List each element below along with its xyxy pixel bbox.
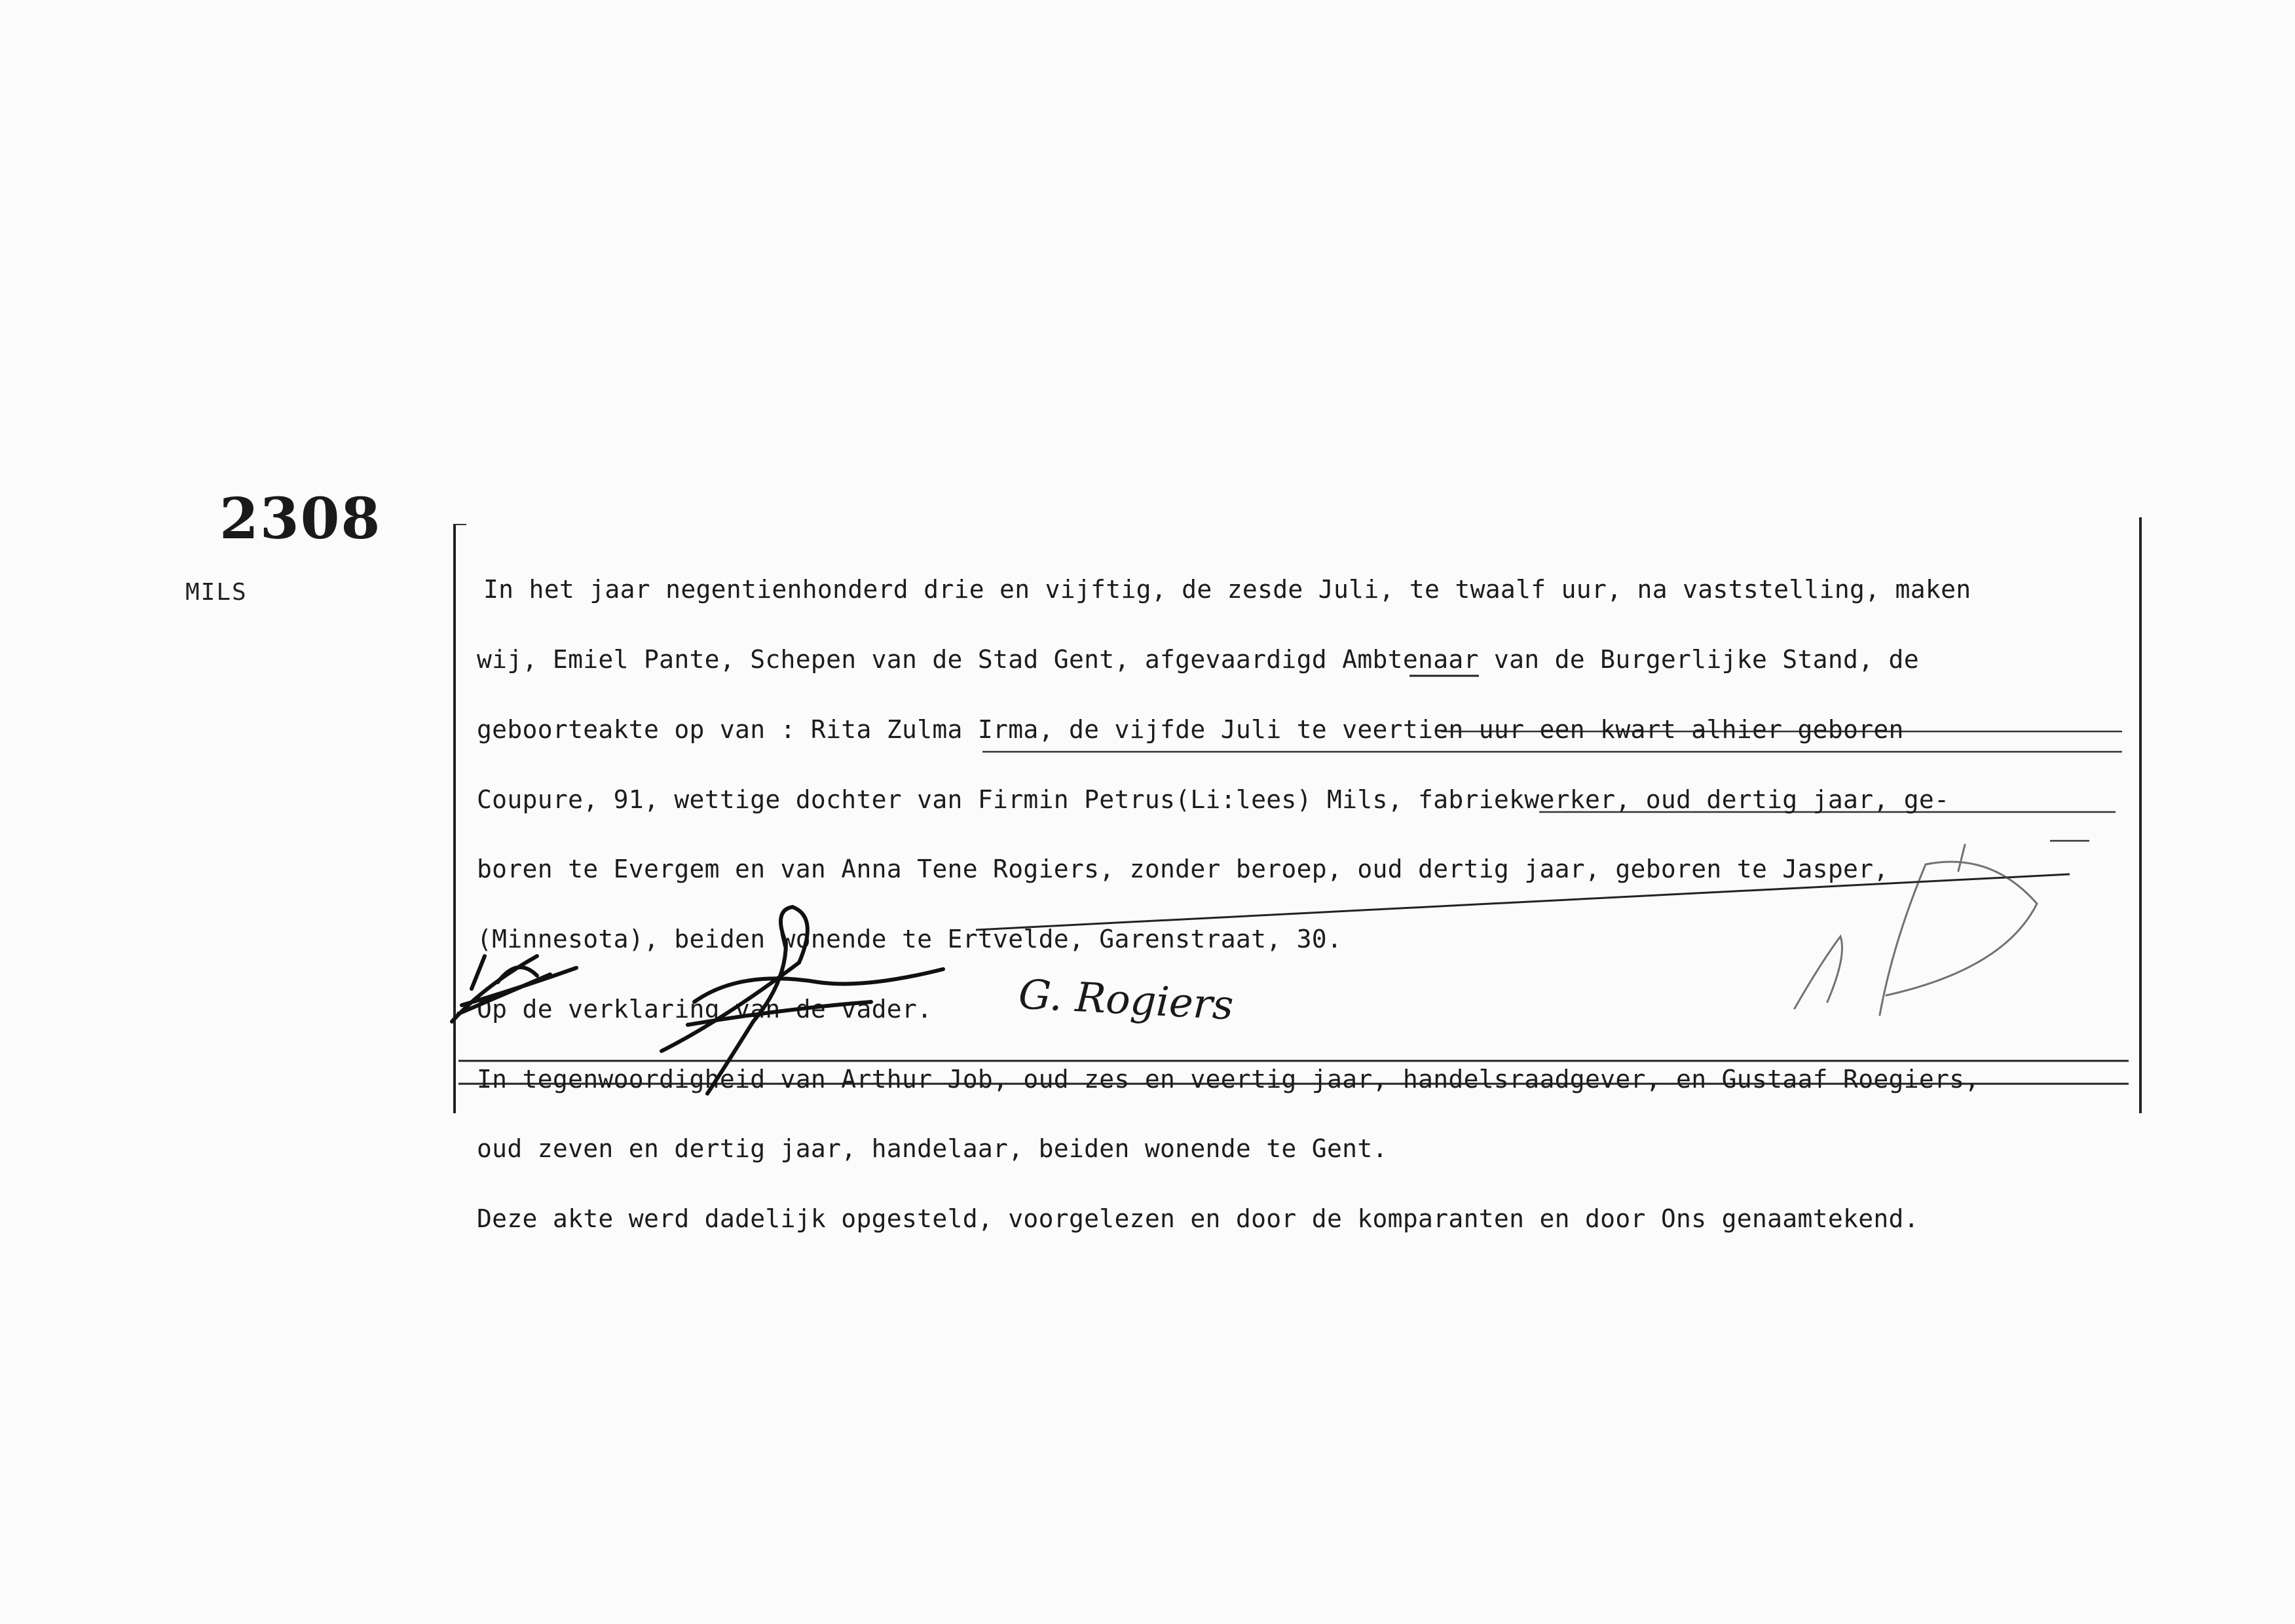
act-line: Op de verklaring van de vader.	[477, 994, 933, 1024]
act-line: Deze akte werd dadelijk opgesteld, voorgelezen en door de komparanten en door Ons genaamtekend.	[477, 1204, 1919, 1234]
act-line: Coupure, 91, wettige dochter van Firmin Petrus(Li:lees) Mils, fabriekwerker, oud dertig jaar, ge-	[477, 784, 1950, 814]
act-line: wij, Emiel Pante, Schepen van de Stad Gent, afgevaardigd Ambtenaar van de Burgerlijke Stand, de	[477, 644, 1919, 674]
act-line: (Minnesota), beiden wonende te Ertvelde, Garenstraat, 30.	[477, 925, 1343, 954]
act-line: In het jaar negentienhonderd drie en vijftig, de zesde Juli, te twaalf uur, na vaststelling, maken	[483, 575, 1971, 604]
act-line: geboorteakte op van : Rita Zulma Irma, de vijfde Juli te veertien uur een kwart alhier geboren	[477, 714, 1904, 744]
act-number: 2308	[219, 486, 382, 552]
margin-surname: MILS	[185, 579, 248, 606]
signature-witness-rogiers: G. Rogiers	[1017, 970, 1235, 1029]
act-line: boren te Evergem en van Anna Tene Rogiers, zonder beroep, oud dertig jaar, geboren te Jasper,	[477, 855, 1889, 884]
act-line: oud zeven en dertig jaar, handelaar, beiden wonende te Gent.	[477, 1134, 1388, 1164]
act-line: In tegenwoordigheid van Arthur Job, oud zes en veertig jaar, handelsraadgever, en Gustaaf Roegiers,	[477, 1064, 1980, 1094]
